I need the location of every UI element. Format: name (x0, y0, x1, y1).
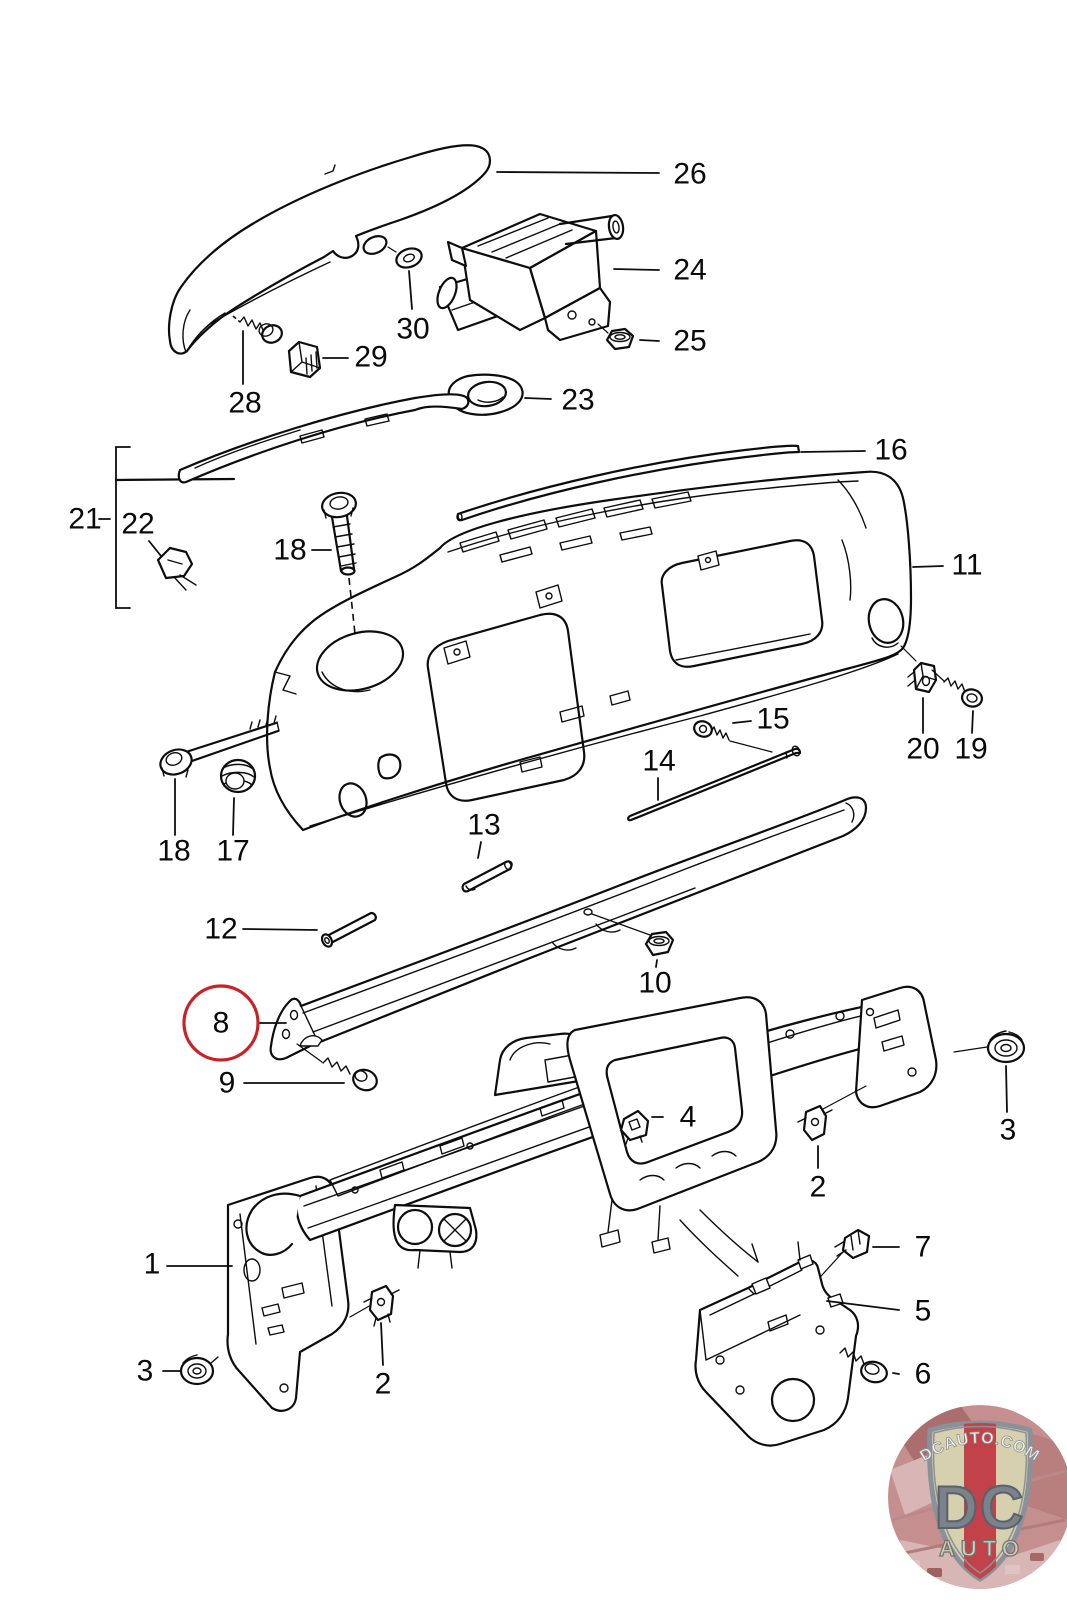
part-1-crossbeam (228, 987, 988, 1411)
part-label-11: 11 (951, 548, 983, 582)
part-label-1: 1 (143, 1247, 161, 1281)
leader-line-11 (913, 566, 943, 567)
part-label-17: 17 (216, 834, 250, 868)
leader-line-17 (233, 798, 234, 835)
labels-layer (68, 158, 1016, 1401)
group-21-arm (116, 479, 234, 480)
part-label-25: 25 (673, 324, 707, 358)
part-label-19: 19 (954, 732, 988, 766)
part-label-9: 9 (218, 1066, 236, 1100)
part-label-24: 24 (673, 253, 707, 287)
part-label-22: 22 (121, 507, 155, 541)
part-label-13: 13 (467, 808, 501, 842)
part-5-bracket (695, 1242, 858, 1446)
part-9-screw (297, 1044, 380, 1094)
part-label-14: 14 (642, 744, 676, 778)
part-13-pin (463, 860, 513, 891)
dcauto-watermark (888, 1405, 1067, 1600)
part-label-3: 3 (999, 1113, 1017, 1147)
logo-brand-sub: AUTO (939, 1536, 1025, 1561)
leader-line-26 (497, 172, 659, 173)
part-label-18: 18 (273, 533, 307, 567)
part-11-dashboard-panel (267, 472, 911, 830)
part-label-10: 10 (638, 966, 672, 1000)
leader-line-2 (381, 1323, 383, 1365)
part-3-right-grommet (988, 1031, 1024, 1062)
part-18-lower-bolt (157, 716, 279, 779)
leader-line-22 (149, 541, 161, 556)
part-label-8: 8 (212, 1006, 230, 1040)
part-label-3: 3 (136, 1354, 154, 1388)
leader-line-19 (972, 711, 973, 733)
part-label-20: 20 (906, 732, 940, 766)
part-label-12: 12 (204, 912, 238, 946)
leader-line-23 (525, 398, 551, 399)
leader-line-3 (1006, 1066, 1007, 1112)
leader-line-25 (640, 340, 659, 341)
part-label-28: 28 (228, 386, 262, 420)
part-24-vent-mechanism (434, 214, 625, 340)
logo-site-text: DCAUTO.COM (917, 1429, 1043, 1466)
part-label-4: 4 (679, 1100, 697, 1134)
part-12-pin (320, 913, 376, 948)
part-label-5: 5 (914, 1294, 932, 1328)
leader-line-24 (614, 269, 659, 270)
part-19-screw (932, 670, 984, 709)
part-22-clip (158, 548, 192, 578)
part-30-washer (388, 245, 424, 271)
part-label-15: 15 (756, 702, 790, 736)
part-29-clip (289, 342, 320, 377)
part-3-left-grommet (181, 1355, 218, 1384)
part-label-18: 18 (157, 834, 191, 868)
part-label-7: 7 (914, 1230, 932, 1264)
part-20-clip (901, 646, 936, 692)
leader-line-15 (733, 721, 751, 723)
part-label-16: 16 (874, 433, 908, 467)
leader-line-6 (893, 1373, 899, 1374)
part-label-23: 23 (561, 383, 595, 417)
part-28-screw (233, 316, 284, 345)
part-17-bushing (221, 760, 255, 792)
part-label-30: 30 (396, 312, 430, 346)
part-label-6: 6 (914, 1357, 932, 1391)
part-label-29: 29 (354, 340, 388, 374)
part-label-2: 2 (374, 1367, 392, 1401)
part-label-21: 21 (68, 502, 102, 536)
part-26-armrest-pad (169, 145, 490, 353)
leader-line-30 (409, 271, 412, 309)
leader-line-12 (243, 929, 317, 930)
artwork (116, 145, 1024, 1445)
part-label-26: 26 (673, 157, 707, 191)
leader-line-13 (478, 842, 481, 858)
leader-line-16 (801, 451, 865, 452)
logo-brand-main: DC (934, 1474, 1026, 1541)
part-label-2: 2 (809, 1170, 827, 1204)
